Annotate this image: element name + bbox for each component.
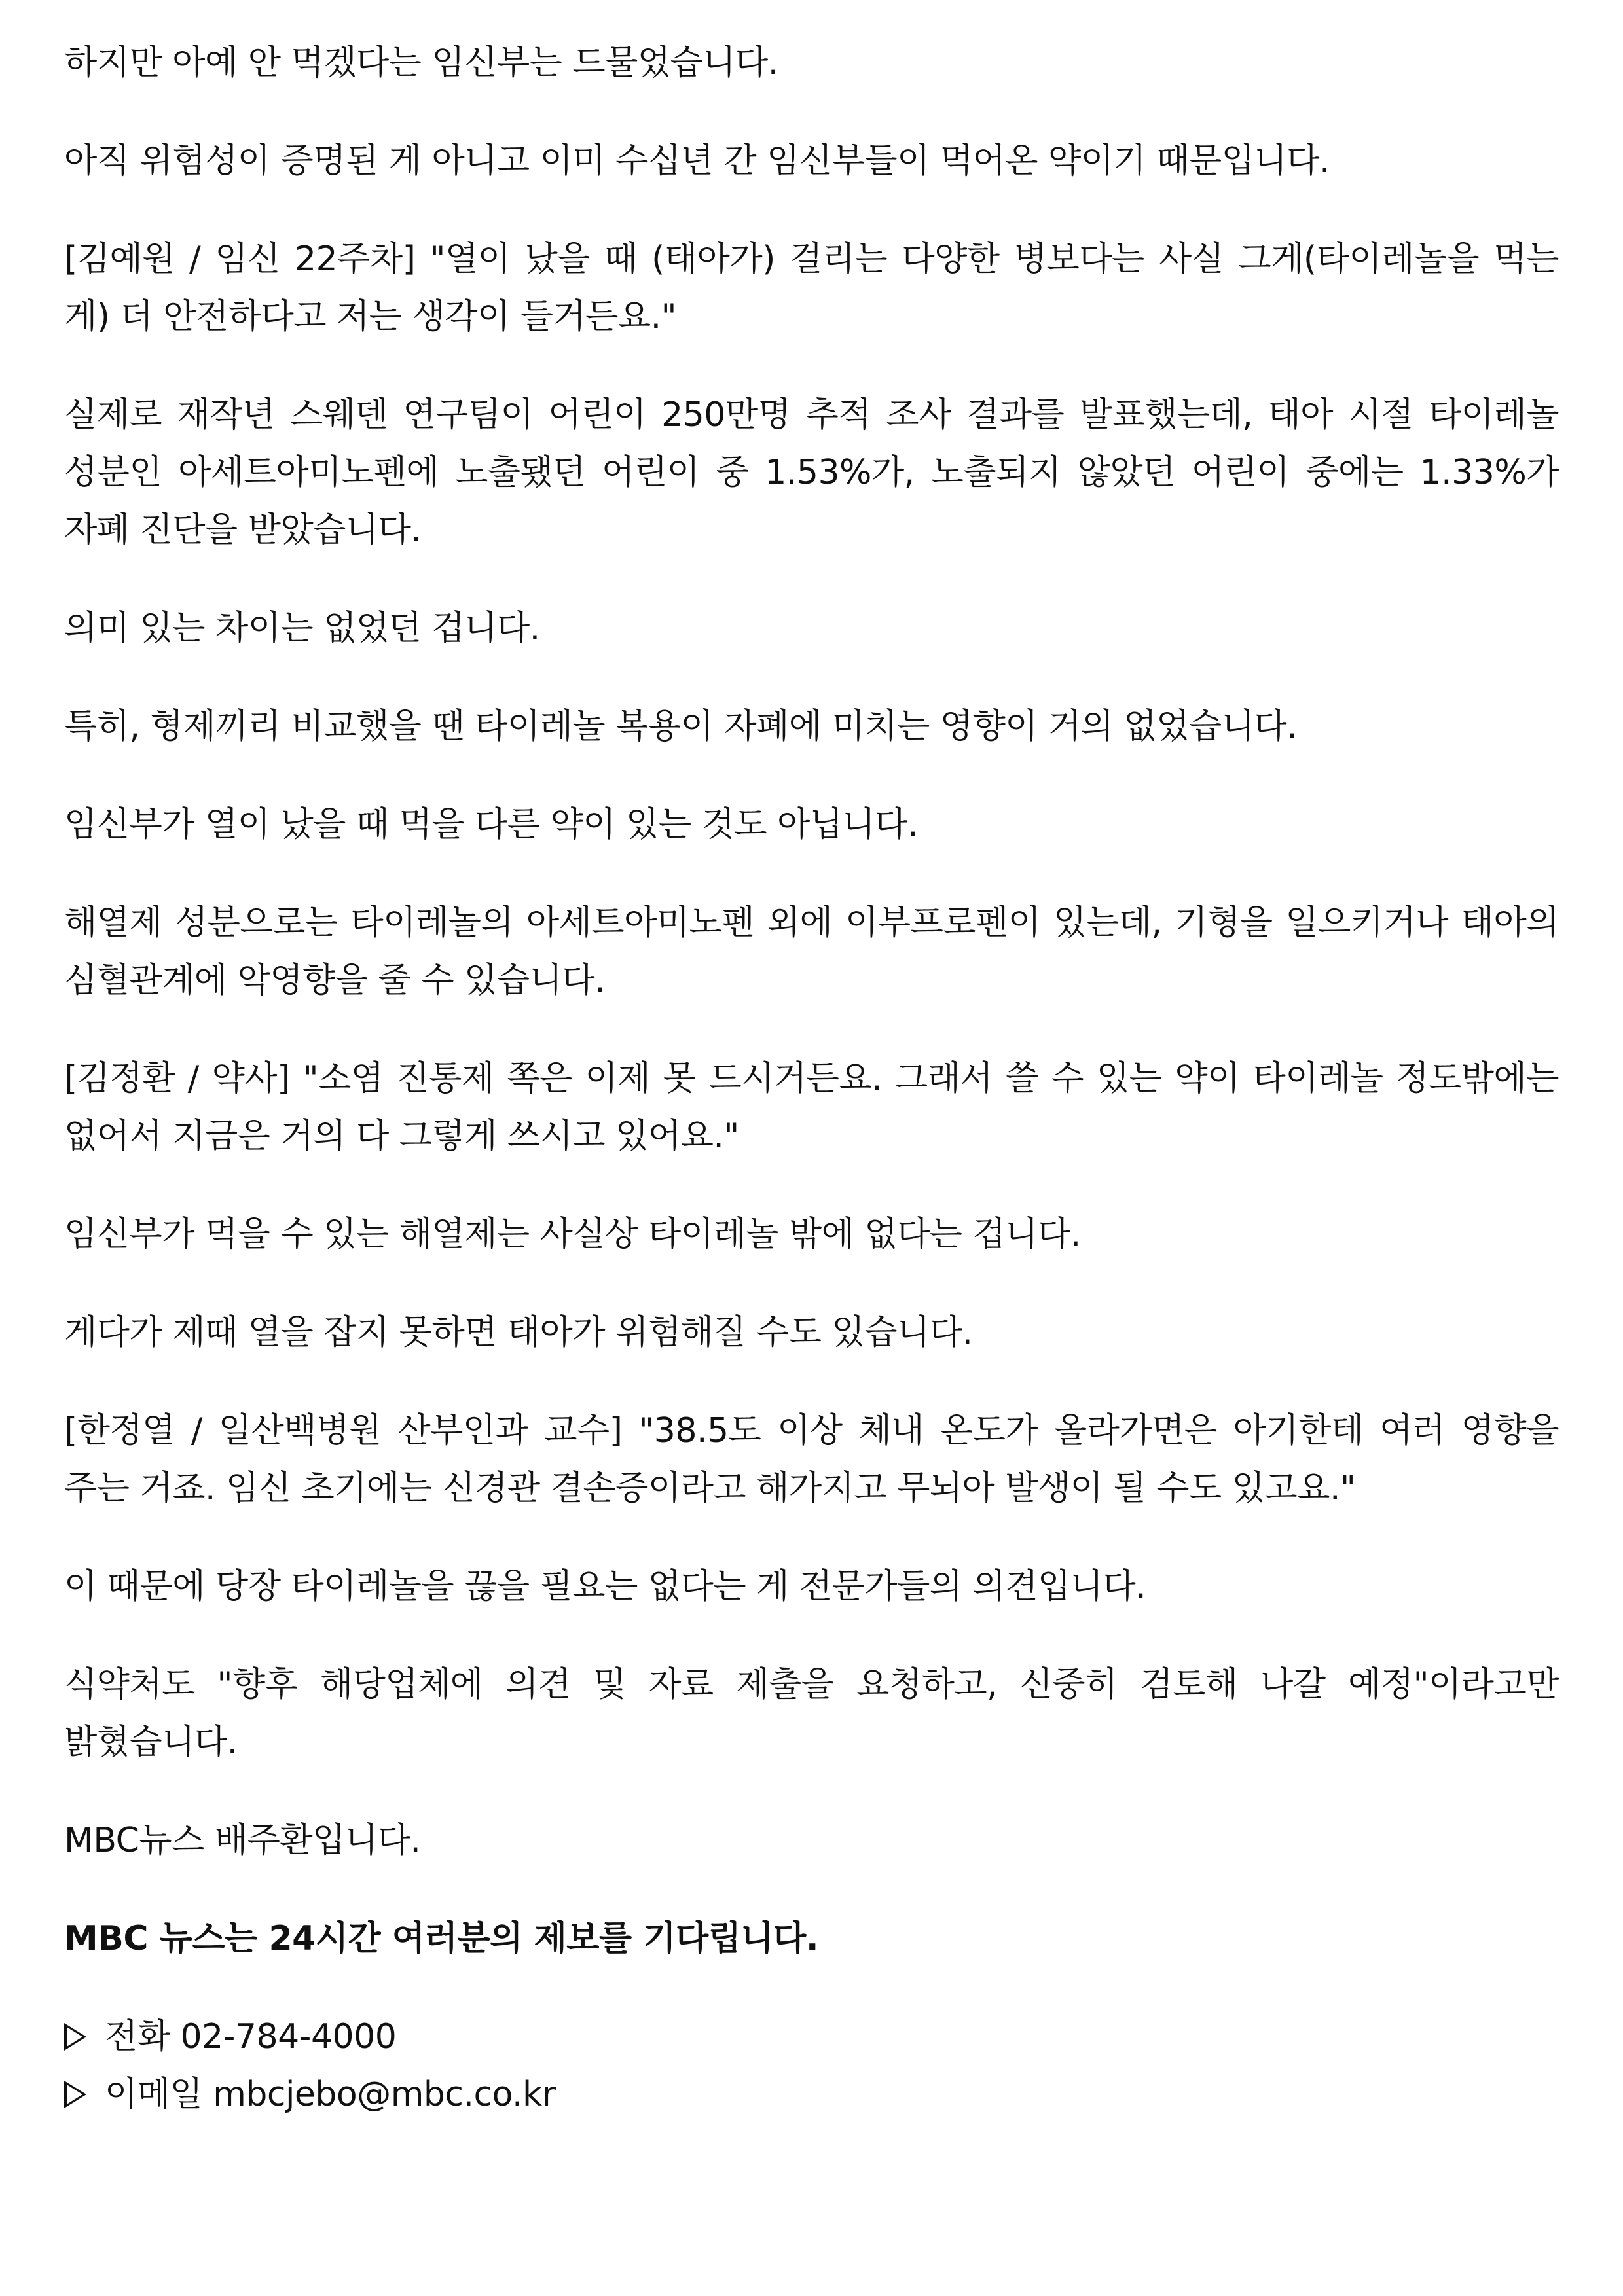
interview-quote: [김정환 / 약사] "소염 진통제 쪽은 이제 못 드시거든요. 그래서 쓸 수 있는 약이 타이레놀 정도밖에는 없어서 지금은 거의 다 그렇게 쓰시고 있어요." <box>64 1059 1559 1156</box>
interview-quote: [한정열 / 일산백병원 산부인과 교수] "38.5도 이상 체내 온도가 올라가면은 아기한테 여러 영향을 주는 거죠. 임신 초기에는 신경관 결손증이라고 해가지고 무뇌아 발생이 될 수도 있고요." <box>64 1411 1559 1508</box>
article-paragraph: 하지만 아예 안 먹겠다는 임신부는 드물었습니다. <box>64 43 778 82</box>
article-paragraph: 해열제 성분으로는 타이레놀의 아세트아미노펜 외에 이부프로펜이 있는데, 기형을 일으키거나 태아의 심혈관계에 악영향을 줄 수 있습니다. <box>64 903 1559 1000</box>
contact-phone[interactable] <box>64 2008 1559 2066</box>
article-paragraph: 식약처도 "향후 해당업체에 의견 및 자료 제출을 요청하고, 신중히 검토해 나갈 예정"이라고만 밝혔습니다. <box>64 1665 1559 1762</box>
article-paragraph: 의미 있는 차이는 없었던 겁니다. <box>64 609 540 648</box>
article-paragraph: 임신부가 먹을 수 있는 해열제는 사실상 타이레놀 밖에 없다는 겁니다. <box>64 1215 1081 1254</box>
article-paragraph: 아직 위험성이 증명된 게 아니고 이미 수십년 간 임신부들이 먹어온 약이기 때문입니다. <box>64 141 1330 181</box>
interview-quote: [김예원 / 임신 22주차] "열이 났을 때 (태아가) 걸리는 다양한 병보다는 사실 그게(타이레놀을 먹는 게) 더 안전하다고 저는 생각이 들거든요." <box>64 240 1559 336</box>
contact-list <box>64 2008 1559 2123</box>
reporter-signoff: MBC뉴스 배주환입니다. <box>64 1821 421 1860</box>
article-paragraph: 이 때문에 당장 타이레놀을 끊을 필요는 없다는 게 전문가들의 의견입니다. <box>64 1567 1146 1606</box>
article-paragraph: 특히, 형제끼리 비교했을 땐 타이레놀 복용이 자폐에 미치는 영향이 거의 없었습니다. <box>64 707 1298 746</box>
triangle-right-icon <box>64 2081 86 2108</box>
article-paragraph: 게다가 제때 열을 잡지 못하면 태아가 위험해질 수도 있습니다. <box>64 1313 973 1352</box>
article-paragraph: 실제로 재작년 스웨덴 연구팀이 어린이 250만명 추적 조사 결과를 발표했는데, 태아 시절 타이레놀 성분인 아세트아미노펜에 노출됐던 어린이 중 1.53%가, 노출되지 않았던 어린이 중에는 1.33%가 자폐 진단을 받았습니다. <box>64 395 1559 550</box>
contact-email[interactable] <box>64 2066 1559 2123</box>
triangle-right-icon <box>64 2023 86 2051</box>
contact-phone-text[interactable]: 전화 02-784-4000 <box>105 2017 397 2056</box>
article-paragraph: 임신부가 열이 났을 때 먹을 다른 약이 있는 것도 아닙니다. <box>64 805 919 844</box>
tip-notice: MBC 뉴스는 24시간 여러분의 제보를 기다립니다. <box>64 1919 819 1958</box>
contact-email-text[interactable]: 이메일 mbcjebo@mbc.co.kr <box>105 2075 556 2114</box>
